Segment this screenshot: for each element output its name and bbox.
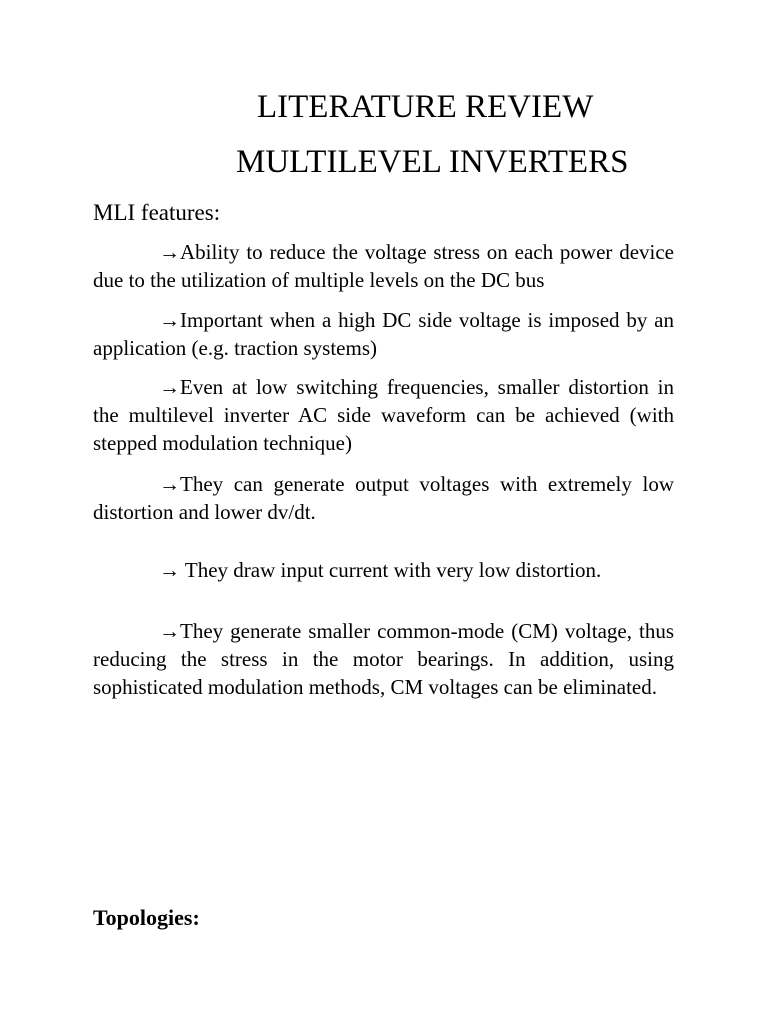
feature-paragraph — [93, 617, 674, 701]
arrow-icon: → — [159, 375, 180, 399]
feature-paragraph — [93, 306, 674, 362]
page-title: LITERATURE REVIEW — [257, 89, 594, 125]
feature-text: They can generate output voltages with extremely low distortion and lower dv/dt. — [93, 472, 674, 524]
page-subtitle: MULTILEVEL INVERTERS — [236, 144, 629, 180]
arrow-icon: → — [159, 619, 180, 643]
section-label-mli-features: MLI features: — [93, 200, 221, 225]
arrow-icon: → — [159, 308, 180, 332]
feature-text: Ability to reduce the voltage stress on each power device due to the utilization of multiple levels on the DC bus — [93, 240, 674, 292]
arrow-icon: → — [159, 558, 180, 582]
feature-paragraph — [93, 373, 674, 457]
feature-text: Even at low switching frequencies, smaller distortion in the multilevel inverter AC side waveform can be achieved (with stepped modulation technique) — [93, 375, 674, 455]
arrow-icon: → — [159, 240, 180, 264]
feature-text: They generate smaller common-mode (CM) voltage, thus reducing the stress in the motor bearings. In addition, using sophisticated modulation methods, CM voltages can be eliminated. — [93, 619, 674, 699]
feature-paragraph — [93, 238, 674, 294]
feature-text: They draw input current with very low distortion. — [180, 558, 602, 582]
feature-paragraph — [93, 556, 674, 584]
arrow-icon: → — [159, 472, 180, 496]
feature-text: Important when a high DC side voltage is imposed by an application (e.g. traction systems) — [93, 308, 674, 360]
feature-paragraph — [93, 470, 674, 526]
section-heading-topologies: Topologies: — [93, 905, 200, 930]
